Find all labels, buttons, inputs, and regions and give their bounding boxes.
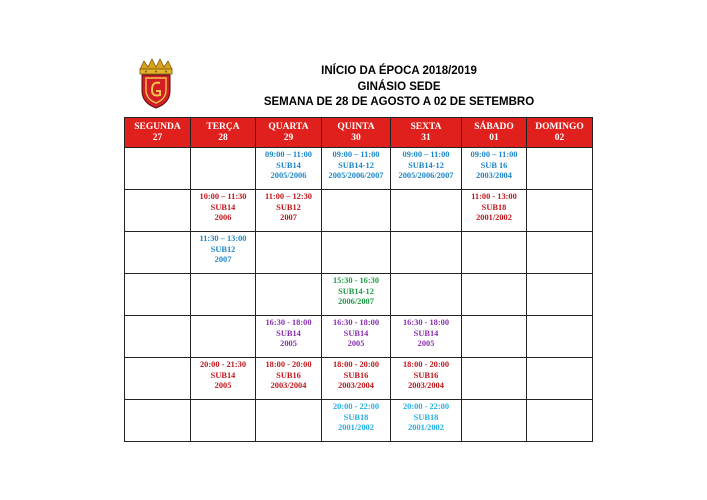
session-entry bbox=[391, 316, 461, 350]
session-entry bbox=[322, 316, 390, 350]
session-time: 09:00 – 11:00 bbox=[332, 150, 380, 159]
empty-cell bbox=[527, 232, 593, 274]
empty-cell bbox=[256, 274, 322, 316]
session-time: 20:00 - 22:00 bbox=[402, 402, 450, 411]
session-years: 2003/2004 bbox=[338, 381, 374, 391]
day-header-tuesday bbox=[191, 118, 256, 148]
schedule-row bbox=[125, 400, 593, 442]
session-group: SUB12 bbox=[276, 202, 301, 212]
session-cell bbox=[322, 316, 391, 358]
session-entry bbox=[256, 148, 321, 182]
empty-cell bbox=[125, 190, 191, 232]
session-cell bbox=[191, 232, 256, 274]
session-cell bbox=[391, 358, 462, 400]
session-entry bbox=[191, 358, 255, 392]
day-number: 02 bbox=[554, 132, 565, 143]
session-time: 16:30 - 18:00 bbox=[265, 318, 312, 327]
day-number: 27 bbox=[152, 132, 163, 143]
day-number: 30 bbox=[351, 132, 361, 143]
empty-cell bbox=[322, 190, 391, 232]
session-entry bbox=[322, 358, 390, 392]
session-group: SUB14 bbox=[276, 328, 301, 338]
session-entry bbox=[191, 190, 255, 224]
session-group: SUB18 bbox=[413, 412, 439, 422]
empty-cell bbox=[256, 232, 322, 274]
session-entry bbox=[462, 148, 526, 182]
session-entry bbox=[391, 148, 461, 182]
day-header-saturday bbox=[462, 118, 527, 148]
session-cell bbox=[322, 358, 391, 400]
empty-cell bbox=[462, 232, 527, 274]
title-line-week: SEMANA DE 28 DE AGOSTO A 02 DE SETEMBRO bbox=[263, 96, 535, 108]
session-years: 2001/2002 bbox=[338, 423, 374, 433]
session-cell bbox=[462, 148, 527, 190]
session-cell bbox=[256, 148, 322, 190]
session-group: SUB16 bbox=[413, 370, 439, 380]
session-group: SUB14 bbox=[210, 370, 236, 380]
session-time: 09:00 – 11:00 bbox=[470, 150, 518, 159]
session-time: 18:00 - 20:00 bbox=[265, 360, 312, 369]
session-years: 2003/2004 bbox=[270, 381, 307, 391]
day-header-monday bbox=[125, 118, 191, 148]
empty-cell bbox=[125, 358, 191, 400]
session-time: 16:30 - 18:00 bbox=[402, 318, 450, 327]
schedule-row bbox=[125, 148, 593, 190]
day-number: 31 bbox=[421, 132, 431, 143]
day-name: QUARTA bbox=[268, 121, 309, 132]
session-years: 2003/2004 bbox=[408, 381, 444, 391]
empty-cell bbox=[527, 316, 593, 358]
schedule-table bbox=[124, 117, 593, 442]
empty-cell bbox=[391, 274, 462, 316]
session-group: SUB 16 bbox=[480, 160, 508, 170]
session-years: 2005 bbox=[280, 339, 297, 349]
empty-cell bbox=[191, 400, 256, 442]
session-cell bbox=[391, 316, 462, 358]
session-group: SUB14-12 bbox=[338, 286, 374, 296]
session-entry bbox=[322, 274, 390, 308]
session-group: SUB14-12 bbox=[408, 160, 444, 170]
day-number: 01 bbox=[489, 132, 499, 143]
schedule-row bbox=[125, 190, 593, 232]
session-entry bbox=[322, 148, 390, 182]
session-time: 15:30 - 16:30 bbox=[332, 276, 380, 285]
empty-cell bbox=[462, 274, 527, 316]
session-years: 2003/2004 bbox=[476, 171, 512, 181]
empty-cell bbox=[462, 400, 527, 442]
session-time: 11:00 – 12:30 bbox=[265, 192, 312, 201]
schedule-row bbox=[125, 232, 593, 274]
schedule-body bbox=[125, 148, 593, 442]
session-years: 2007 bbox=[214, 255, 232, 265]
session-cell bbox=[322, 274, 391, 316]
session-group: SUB16 bbox=[276, 370, 301, 380]
session-entry bbox=[391, 358, 461, 392]
session-cell bbox=[191, 190, 256, 232]
schedule-row bbox=[125, 358, 593, 400]
empty-cell bbox=[125, 274, 191, 316]
session-time: 18:00 - 20:00 bbox=[332, 360, 380, 369]
day-name: QUINTA bbox=[337, 121, 375, 132]
session-years: 2005 bbox=[214, 381, 232, 391]
session-group: SUB14-12 bbox=[338, 160, 374, 170]
empty-cell bbox=[322, 232, 391, 274]
empty-cell bbox=[125, 232, 191, 274]
session-time: 20:00 - 21:30 bbox=[199, 360, 247, 369]
schedule-header-row bbox=[125, 118, 593, 148]
session-years: 2005 bbox=[417, 339, 435, 349]
empty-cell bbox=[391, 232, 462, 274]
session-cell bbox=[256, 316, 322, 358]
day-header-thursday bbox=[322, 118, 391, 148]
session-cell bbox=[256, 190, 322, 232]
session-group: SUB14 bbox=[343, 328, 369, 338]
empty-cell bbox=[191, 316, 256, 358]
session-years: 2001/2002 bbox=[408, 423, 444, 433]
empty-cell bbox=[125, 148, 191, 190]
empty-cell bbox=[527, 190, 593, 232]
day-header-sunday bbox=[527, 118, 593, 148]
session-entry bbox=[322, 400, 390, 434]
day-number: 28 bbox=[218, 132, 228, 143]
session-entry bbox=[462, 190, 526, 224]
session-time: 16:30 - 18:00 bbox=[332, 318, 380, 327]
schedule-row bbox=[125, 274, 593, 316]
session-group: SUB18 bbox=[481, 202, 507, 212]
session-years: 2005 bbox=[347, 339, 365, 349]
day-name: DOMINGO bbox=[535, 121, 584, 132]
day-name: SÁBADO bbox=[474, 121, 514, 132]
session-cell bbox=[191, 358, 256, 400]
session-years: 2006/2007 bbox=[338, 297, 374, 307]
day-number: 29 bbox=[283, 132, 294, 143]
empty-cell bbox=[256, 400, 322, 442]
day-header-friday bbox=[391, 118, 462, 148]
session-cell bbox=[256, 358, 322, 400]
club-crest-icon bbox=[136, 57, 176, 109]
session-years: 2001/2002 bbox=[476, 213, 512, 223]
empty-cell bbox=[191, 148, 256, 190]
session-entry bbox=[256, 358, 321, 392]
session-time: 20:00 - 22:00 bbox=[332, 402, 380, 411]
title-line-venue: GINÁSIO SEDE bbox=[357, 80, 441, 93]
session-time: 09:00 – 11:00 bbox=[265, 150, 312, 159]
empty-cell bbox=[462, 316, 527, 358]
session-years: 2007 bbox=[280, 213, 297, 223]
day-name: TERÇA bbox=[206, 121, 240, 132]
empty-cell bbox=[191, 274, 256, 316]
session-entry bbox=[191, 232, 255, 266]
session-years: 2005/2006/2007 bbox=[328, 171, 384, 181]
session-entry bbox=[256, 190, 321, 224]
session-group: SUB14 bbox=[276, 160, 301, 170]
session-cell bbox=[322, 148, 391, 190]
session-group: SUB16 bbox=[343, 370, 369, 380]
session-group: SUB14 bbox=[413, 328, 439, 338]
title-block bbox=[240, 64, 558, 111]
session-entry bbox=[256, 316, 321, 350]
session-time: 18:00 - 20:00 bbox=[402, 360, 450, 369]
empty-cell bbox=[125, 316, 191, 358]
session-entry bbox=[391, 400, 461, 434]
empty-cell bbox=[527, 400, 593, 442]
session-years: 2006 bbox=[214, 213, 232, 223]
day-name: SEXTA bbox=[410, 121, 442, 132]
empty-cell bbox=[125, 400, 191, 442]
empty-cell bbox=[462, 358, 527, 400]
session-group: SUB18 bbox=[343, 412, 369, 422]
session-cell bbox=[322, 400, 391, 442]
session-group: SUB12 bbox=[210, 244, 236, 254]
session-time: 11:00 - 13:00 bbox=[471, 192, 517, 201]
day-header-wednesday bbox=[256, 118, 322, 148]
session-time: 10:00 – 11:30 bbox=[199, 192, 247, 201]
schedule-row bbox=[125, 316, 593, 358]
empty-cell bbox=[527, 148, 593, 190]
empty-cell bbox=[527, 358, 593, 400]
session-cell bbox=[391, 148, 462, 190]
empty-cell bbox=[527, 274, 593, 316]
day-name: SEGUNDA bbox=[134, 121, 181, 132]
session-years: 2005/2006/2007 bbox=[398, 171, 454, 181]
title-line-season: INÍCIO DA ÉPOCA 2018/2019 bbox=[321, 65, 477, 77]
session-time: 09:00 – 11:00 bbox=[402, 150, 450, 159]
session-years: 2005/2006 bbox=[270, 171, 307, 181]
session-time: 11:30 – 13:00 bbox=[199, 234, 247, 243]
empty-cell bbox=[391, 190, 462, 232]
session-group: SUB14 bbox=[210, 202, 236, 212]
session-cell bbox=[391, 400, 462, 442]
session-cell bbox=[462, 190, 527, 232]
